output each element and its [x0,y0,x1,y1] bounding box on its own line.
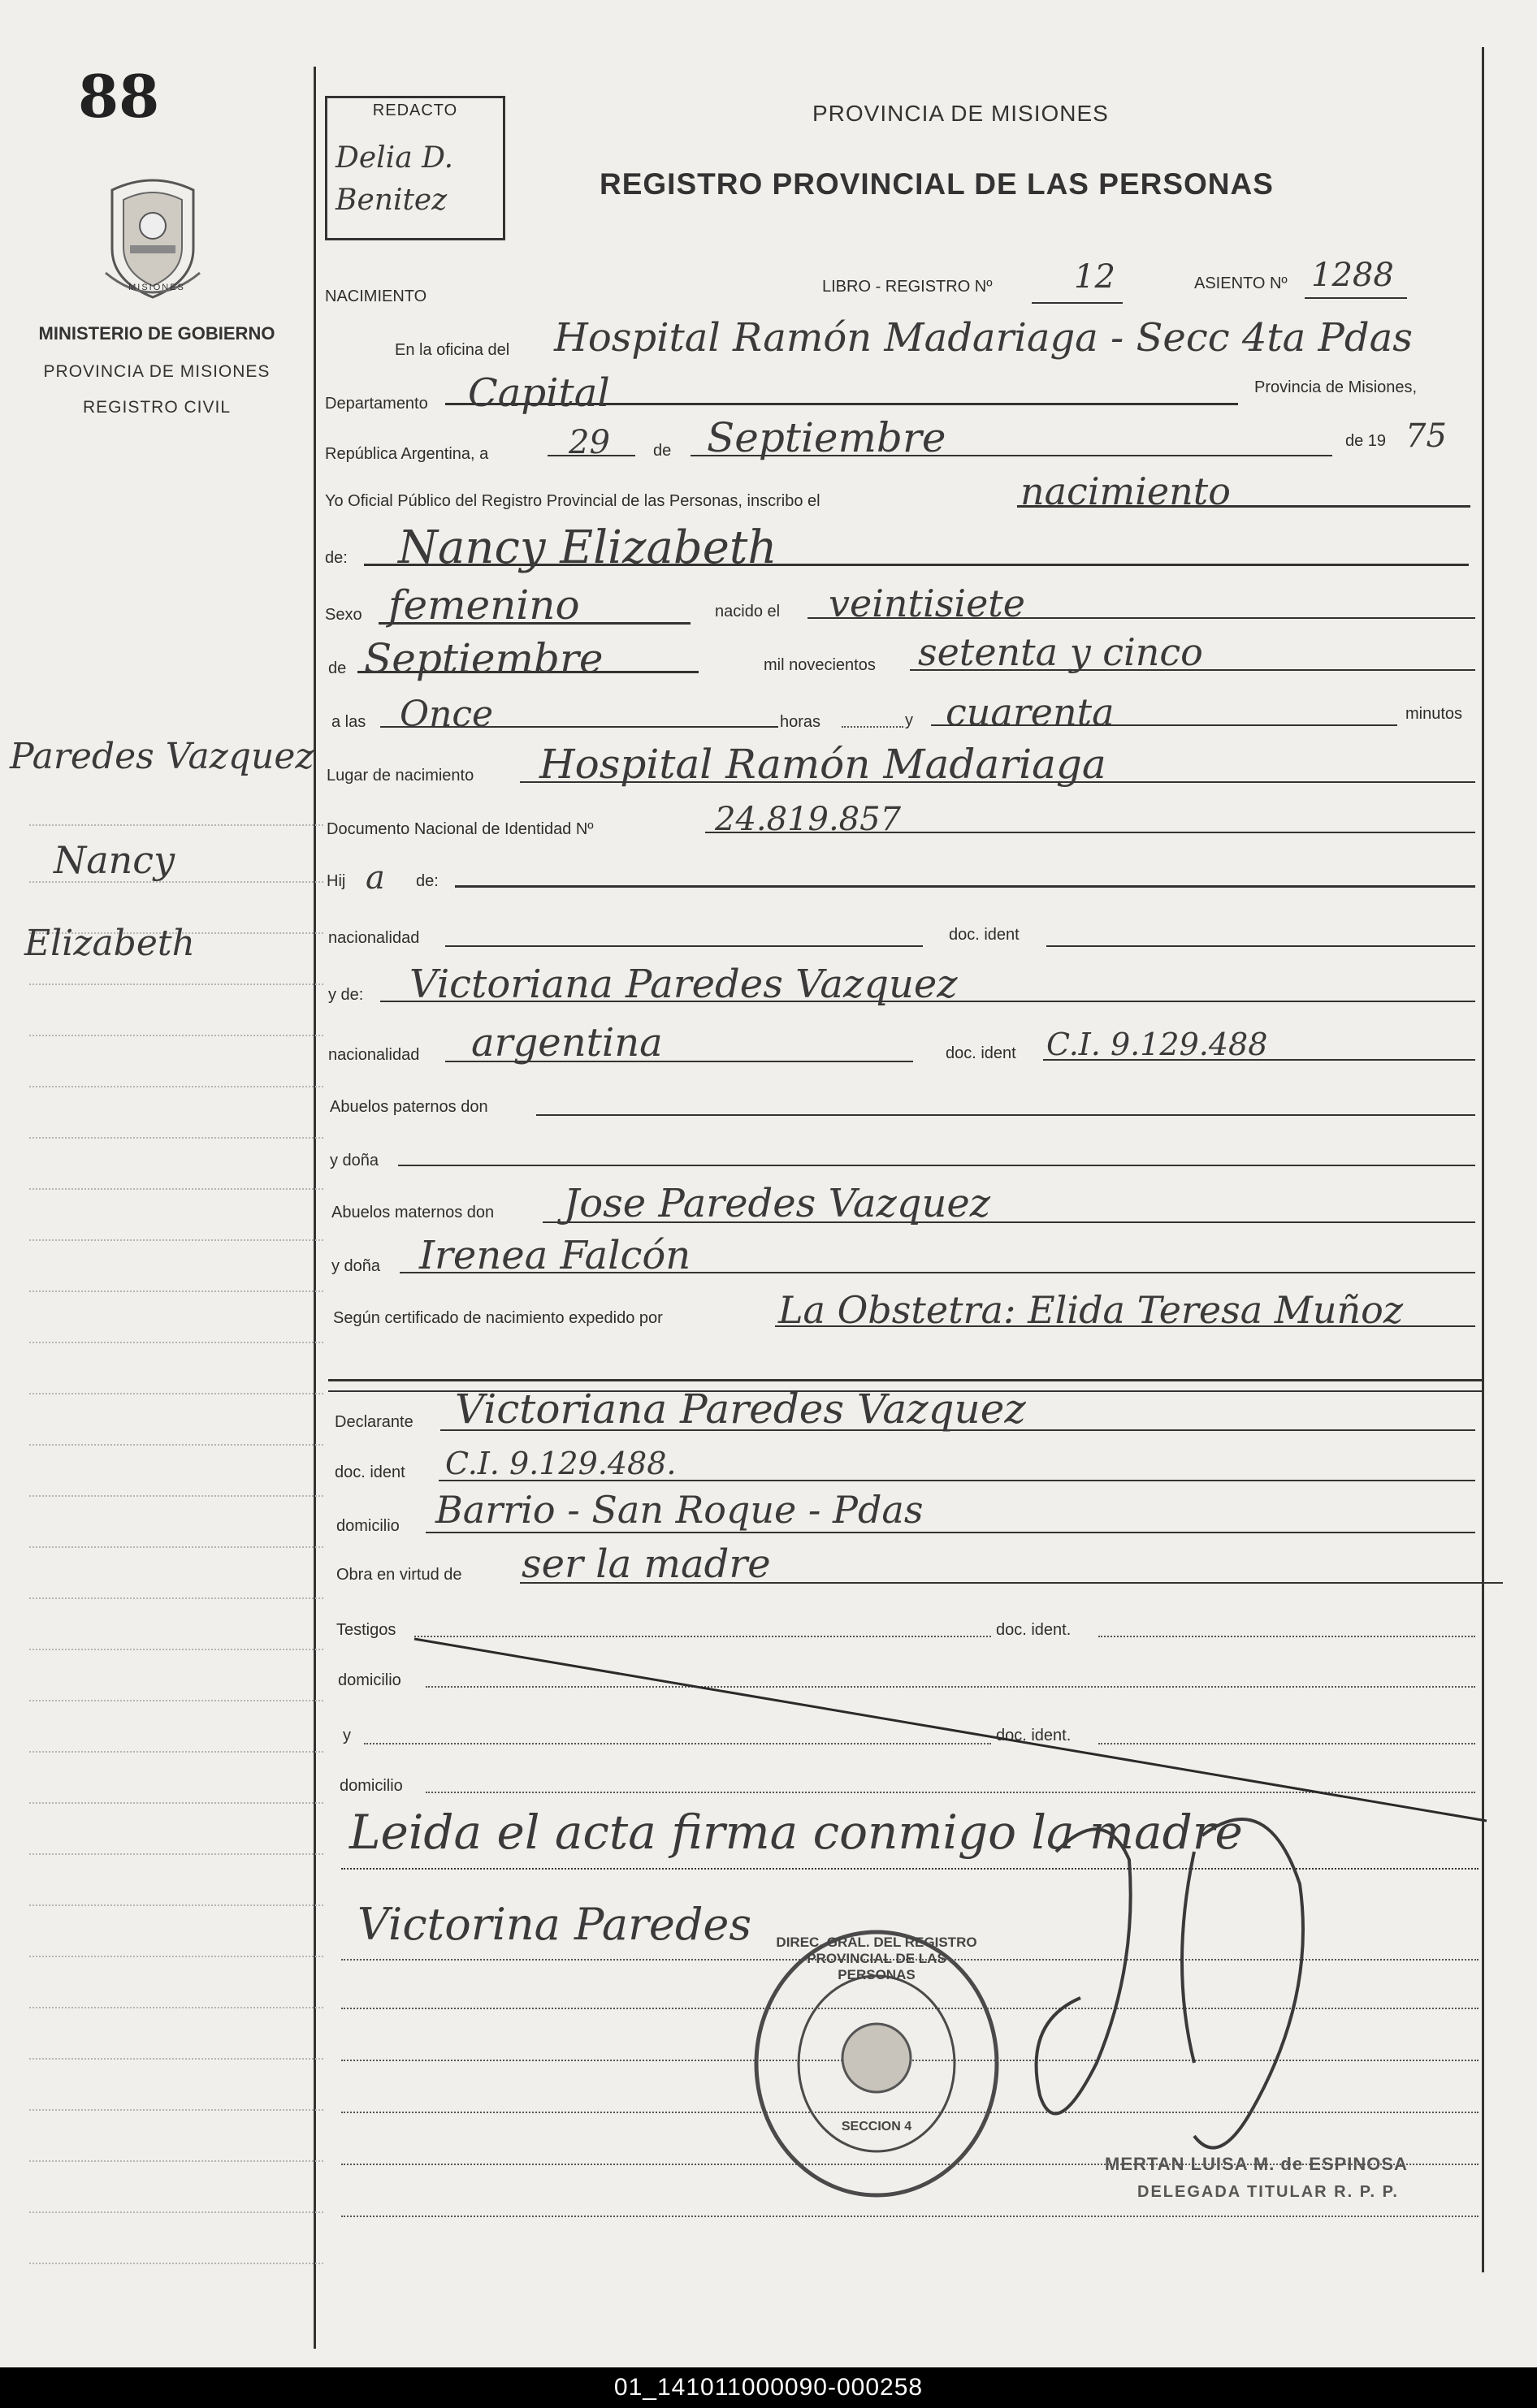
abuela-m-value: Irenea Falcón [419,1233,691,1278]
abuelo-m-value: Jose Paredes Vazquez [564,1181,991,1226]
hija-label: Hij [327,872,346,890]
segun-label: Según certificado de nacimiento expedido por [333,1309,663,1327]
delegate-stamp-line1: MERTAN LUISA M. de ESPINOSA [1105,2154,1408,2174]
y2-label: y [343,1727,351,1744]
oficina-value: Hospital Ramón Madariaga - Secc 4ta Pdas [554,315,1413,361]
de2-label: de [328,659,347,677]
domicilio2-label: domicilio [338,1671,401,1689]
minutos-label: minutos [1405,705,1463,723]
nacionalidad2-label: nacionalidad [328,1046,420,1064]
lugar-value: Hospital Ramón Madariaga [539,741,1106,788]
anio-value: 75 [1405,417,1447,455]
seal-outer-text: DIREC. GRAL. DEL REGISTRO PROVINCIAL DE LAS PERSONAS [776,1935,977,1982]
hija-de-label: de: [416,872,439,890]
alas-label: a las [331,713,366,731]
doc-ident5-label: doc. ident. [996,1727,1072,1744]
libro-value: 12 [1074,258,1115,296]
y-label: y [905,711,913,729]
republica-label: República Argentina, a [325,445,489,463]
abuelos-m-label: Abuelos maternos don [331,1204,495,1221]
ministry-title: MINISTERIO DE GOBIERNO [38,323,275,344]
section-label: NACIMIENTO [325,287,427,305]
madre-value: Victoriana Paredes Vazquez [409,962,958,1007]
asiento-value: 1288 [1311,257,1394,294]
dni-label: Documento Nacional de Identidad Nº [327,820,594,838]
mes2-value: Septiembre [364,635,604,682]
mes-value: Septiembre [707,414,946,461]
ydona-label: y doña [330,1152,379,1169]
ministry-office: REGISTRO CIVIL [82,398,232,417]
doc-ident3-label: doc. ident [335,1463,405,1481]
horas-label: horas [780,713,821,731]
lugar-label: Lugar de nacimiento [327,767,474,785]
delegate-stamp-line2: DELEGADA TITULAR R. P. P. [1137,2183,1399,2201]
declarante-label: Declarante [335,1413,413,1431]
sexo-label: Sexo [325,606,362,624]
provincia-label: Provincia de Misiones, [1254,378,1418,396]
mil-label: mil novecientos [764,656,876,674]
alas-value: Once [400,694,494,735]
form-right-border [1482,47,1484,2272]
leida-text: Leida el acta firma conmigo la madre [349,1805,1243,1860]
minutos-value: cuarenta [946,690,1115,734]
official-seal [752,1928,1001,2199]
emblem-label: MISIONES [128,283,185,292]
firma-signature: Victorina Paredes [357,1899,752,1950]
margin-second-name: Elizabeth [24,923,195,964]
testigos-label: Testigos [336,1621,396,1639]
ministry-province: PROVINCIA DE MISIONES [43,362,271,381]
dni-value: 24.819.857 [715,801,902,838]
sexo-value: femenino [388,581,580,629]
oficina-label: En la oficina del [395,341,510,359]
abuelos-p-label: Abuelos paternos don [330,1098,488,1116]
de-nombre-label: de: [325,549,348,567]
departamento-label: Departamento [325,395,428,413]
yde-label: y de: [328,986,364,1004]
nacido-value: veintisiete [829,581,1025,625]
margin-first-name: Nancy [54,838,175,882]
doc-ident4-label: doc. ident. [996,1621,1072,1639]
mil-value: setenta y cinco [918,630,1203,674]
dia-value: 29 [569,424,610,461]
libro-label: LIBRO - REGISTRO Nº [822,278,993,296]
ydona2-label: y doña [331,1257,381,1275]
anio-label: de 19 [1345,432,1387,450]
margin-surname: Paredes Vazquez [10,736,314,777]
redacto-signature: Delia D. Benitez [336,141,454,217]
seal-inner-text: SECCION 4 [841,2120,912,2133]
segun-value: La Obstetra: Elida Teresa Muñoz [778,1288,1404,1332]
asiento-label: ASIENTO Nº [1194,275,1288,292]
header-province: PROVINCIA DE MISIONES [812,101,1109,126]
hija-suffix: a [366,859,385,897]
nacionalidad2-value: argentina [471,1020,663,1066]
nombre-value: Nancy Elizabeth [398,521,777,574]
page-title: REGISTRO PROVINCIAL DE LAS PERSONAS [600,167,1274,201]
doc-ident-label: doc. ident [949,926,1020,944]
redacto-box [325,96,505,240]
domicilio-value: Barrio - San Roque - Pdas [435,1488,924,1532]
doc-ident2-value: C.I. 9.129.488 [1046,1027,1268,1062]
page-number: 88 [78,62,160,131]
file-id-bar: 01_141011000090-000258 [0,2367,1537,2408]
domicilio-label: domicilio [336,1517,400,1535]
obra-label: Obra en virtud de [336,1566,462,1584]
departamento-value: Capital [468,370,610,416]
official-signature [1007,1754,1349,2209]
nacido-label: nacido el [715,603,781,620]
de-label: de [653,442,672,460]
declarante-value: Victoriana Paredes Vazquez [455,1386,1026,1433]
domicilio3-label: domicilio [340,1777,403,1795]
obra-value: ser la madre [522,1541,771,1587]
doc-ident3-value: C.I. 9.129.488. [445,1446,677,1481]
nacionalidad-label: nacionalidad [328,929,420,947]
oficial-value: nacimiento [1020,469,1231,513]
redacto-label: REDACTO [372,102,458,119]
oficial-label: Yo Oficial Público del Registro Provincial de las Personas, inscribo el [325,492,820,510]
doc-ident2-label: doc. ident [946,1044,1016,1062]
